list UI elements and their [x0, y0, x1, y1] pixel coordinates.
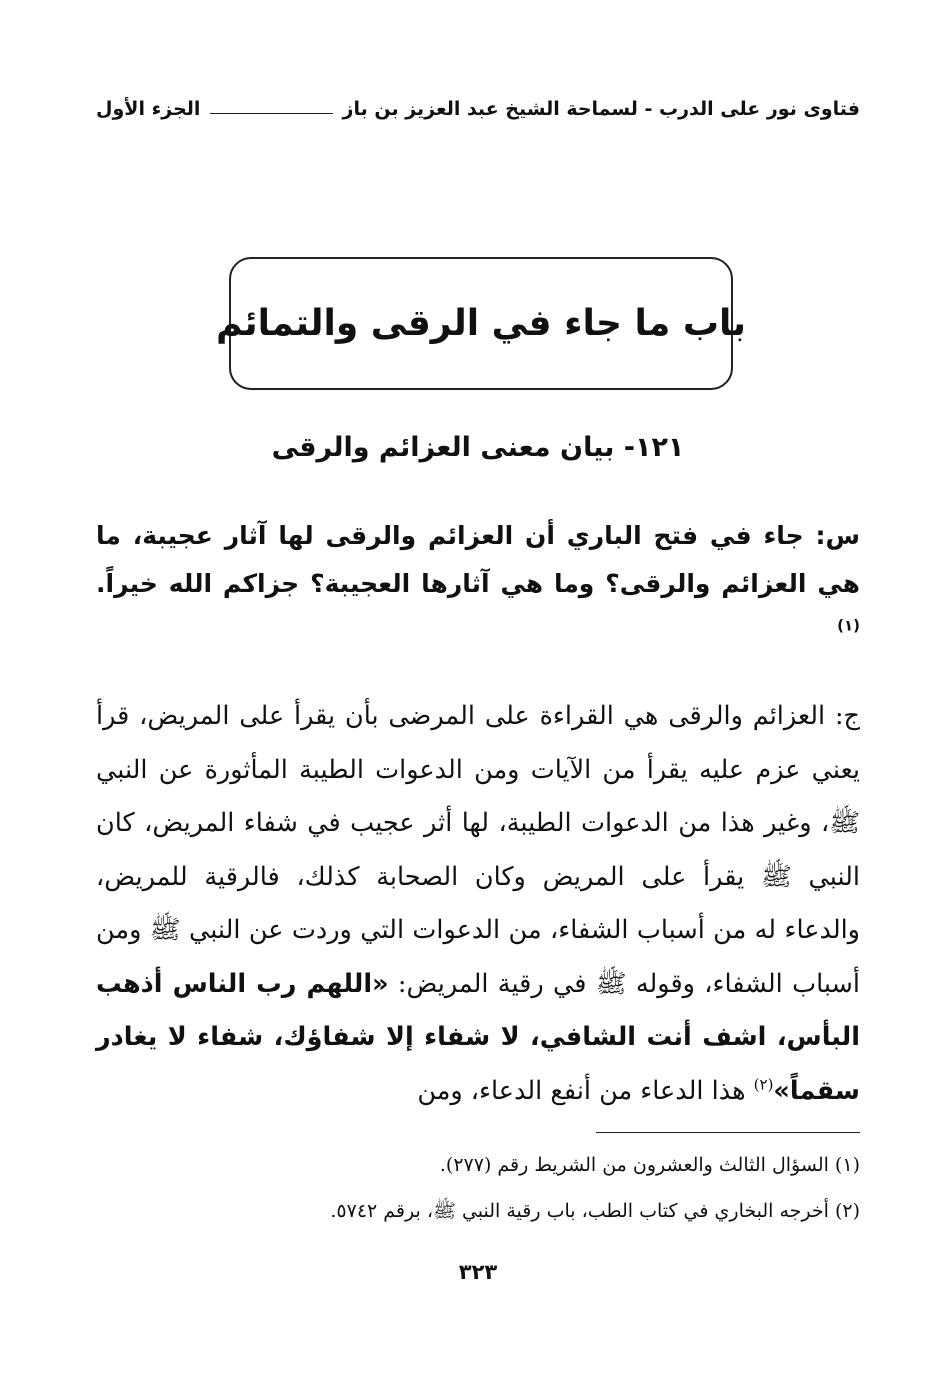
answer-prefix: ج: — [834, 701, 861, 731]
section-title: ١٢١- بيان معنى العزائم والرقى — [271, 432, 685, 463]
question-paragraph — [96, 512, 860, 656]
footnotes — [96, 1142, 860, 1234]
answer-paragraph — [96, 690, 860, 1118]
answer-text-continued: هذا الدعاء من أنفع الدعاء، ومن — [417, 1075, 746, 1106]
hadith-quote: «اللهم رب الناس أذهب البأس، اشف أنت الشافي، لا شفاء إلا شفاؤك، شفاء لا يغادر سقماً» — [96, 968, 860, 1106]
footnote-1: (١) السؤال الثالث والعشرون من الشريط رقم (٢٧٧). — [439, 1154, 860, 1176]
footnote-divider — [596, 1132, 860, 1133]
footnote-ref-1: (١) — [837, 616, 860, 635]
chapter-title: باب ما جاء في الرقى والتمائم — [215, 303, 747, 344]
question-prefix: س: — [815, 521, 860, 550]
question-text: جاء في فتح الباري أن العزائم والرقى لها آثار عجيبة، ما هي العزائم والرقى؟ وما هي آثارها العجيبة؟ جزاكم الله خيراً. — [96, 521, 860, 598]
header-rule — [210, 113, 332, 114]
volume-label: الجزء الأول — [96, 98, 201, 120]
footnote-2: (٢) أخرجه البخاري في كتاب الطب، باب رقية النبي ﷺ، برقم ٥٧٤٢. — [330, 1200, 860, 1222]
book-title: فتاوى نور على الدرب - لسماحة الشيخ عبد العزيز بن باز — [342, 98, 860, 120]
chapter-title-box — [215, 257, 747, 390]
running-header — [96, 92, 860, 126]
answer-text: العزائم والرقى هي القراءة على المرضى بأن يقرأ على المريض، قرأ يعني عزم عليه يقرأ من الآيات ومن الدعوات الطيبة المأثورة عن النبي ﷺ، وغير هذا من الدعوات الطيبة، لها أثر عجيب في شفاء المريض، كان النبي ﷺ يقرأ على المريض وكان الصحابة كذلك، فالرقية للمريض، والدعاء له من أسباب الشفاء، من الدعوات التي وردت عن النبي ﷺ ومن أسباب الشفاء، وقوله ﷺ في رقية المريض: — [96, 701, 860, 999]
page-number: ٣٢٣ — [458, 1260, 498, 1284]
footnote-ref-2: (٢) — [753, 1075, 774, 1093]
